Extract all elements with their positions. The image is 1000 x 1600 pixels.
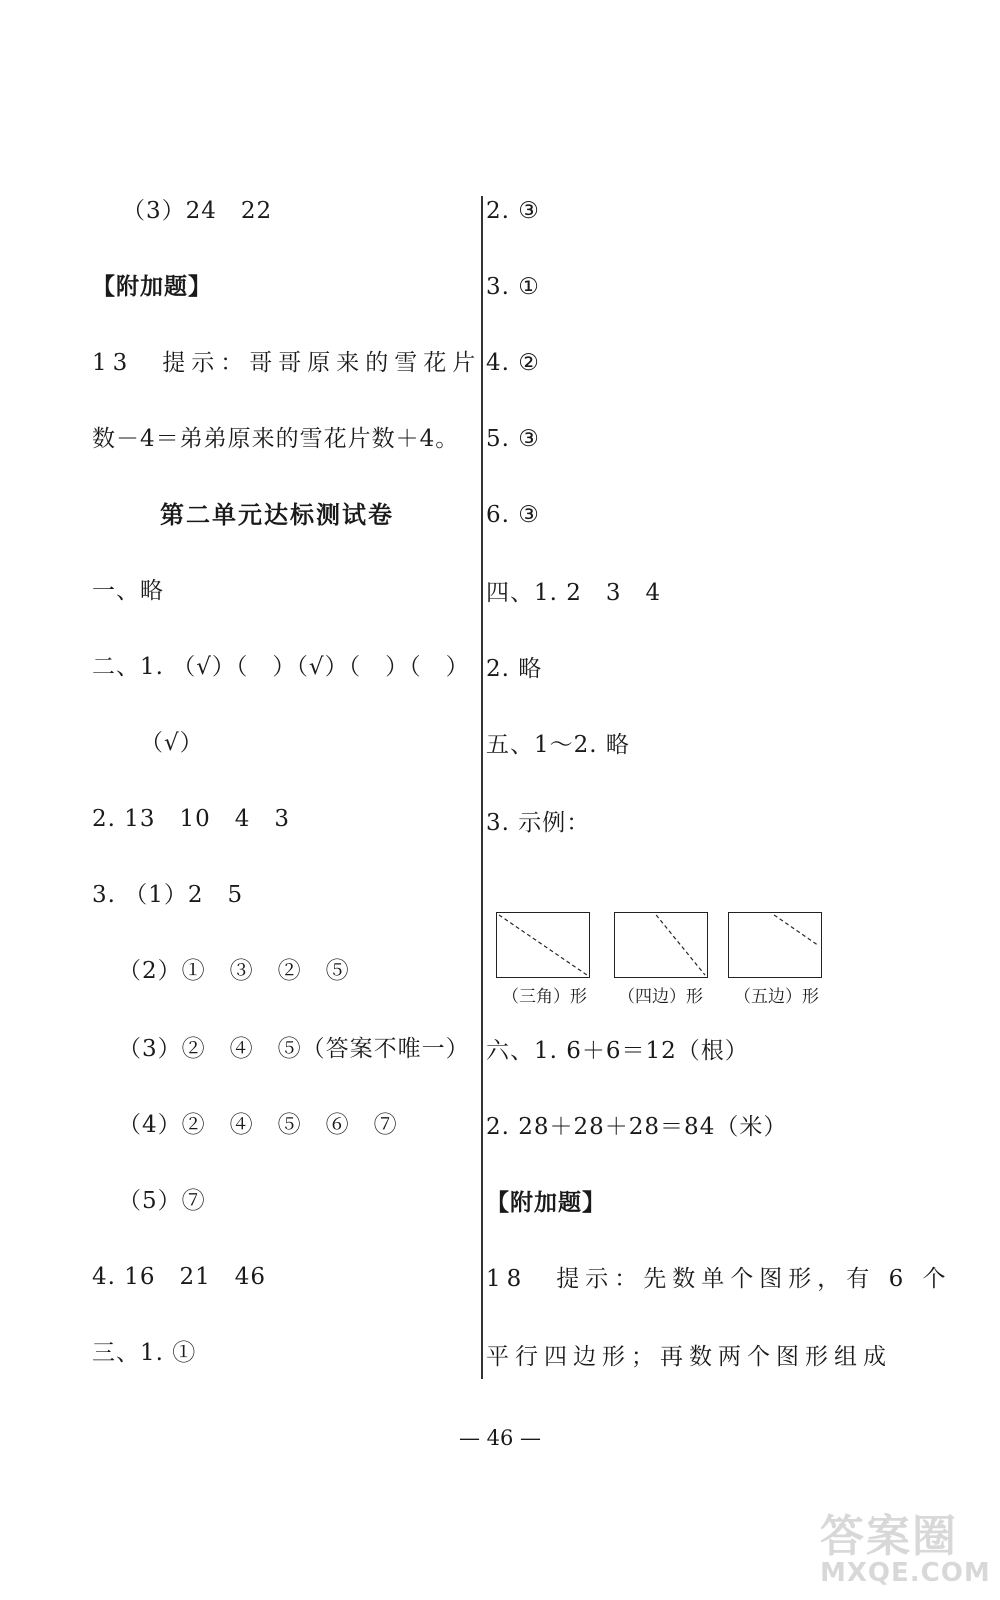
rectangle-cut-pentagon-figure	[728, 912, 822, 978]
answer-line: 四、1. 2 3 4	[486, 580, 662, 606]
watermark-url: MXQE.COM	[820, 1558, 991, 1588]
answer-line: 2. ③	[486, 198, 540, 224]
answer-line: 3. ①	[486, 274, 540, 300]
answer-line: （4）② ④ ⑤ ⑥ ⑦	[118, 1112, 398, 1138]
watermark-logo	[820, 1500, 991, 1595]
answer-line: （2）① ③ ② ⑤	[118, 958, 350, 984]
unit-test-heading: 第二单元达标测试卷	[160, 500, 394, 529]
figure-caption: （四边）形	[618, 987, 703, 1007]
rectangle-cut-quadrilateral-figure	[614, 912, 708, 978]
answer-line: 三、1. ①	[92, 1340, 197, 1366]
hint-line: 数－4＝弟弟原来的雪花片数＋4。	[92, 426, 460, 452]
answer-line: （√）	[140, 730, 204, 756]
answer-line: （3）② ④ ⑤（答案不唯一）	[118, 1036, 470, 1062]
dashed-cut-line	[497, 913, 589, 977]
dashed-cut-line	[729, 913, 821, 977]
answer-line: 6. ③	[486, 502, 540, 528]
answer-line: 一、略	[92, 578, 164, 604]
answer-line: 五、1～2. 略	[486, 732, 630, 758]
watermark-text: 答案圈	[820, 1511, 958, 1562]
hint-line: 13 提示：哥哥原来的雪花片	[92, 350, 482, 376]
rectangle-cut-triangle-figure	[496, 912, 590, 978]
answer-line: 4. ②	[486, 350, 540, 376]
column-divider	[481, 196, 483, 1379]
answer-line: 3. 示例：	[486, 810, 591, 836]
figure-caption: （三角）形	[502, 987, 587, 1007]
answer-line: 二、1. （√）（ ）（√）（ ）（ ）	[92, 654, 470, 680]
answer-line: 六、1. 6＋6＝12（根）	[486, 1038, 749, 1064]
answer-line: 4. 16 21 46	[92, 1264, 267, 1290]
section-label-bonus: 【附加题】	[92, 273, 212, 300]
answer-line: 2. 13 10 4 3	[92, 806, 291, 832]
section-label-bonus: 【附加题】	[486, 1189, 606, 1216]
answer-line: 2. 28＋28＋28＝84（米）	[486, 1114, 788, 1140]
answer-line: （5）⑦	[118, 1188, 206, 1214]
answer-line: （3）24 22	[122, 198, 273, 224]
dashed-cut-line	[615, 913, 707, 977]
hint-line: 平行四边形；再数两个图形组成	[486, 1344, 892, 1370]
answer-line: 2. 略	[486, 656, 543, 682]
answer-line: 3. （1）2 5	[92, 882, 244, 908]
answer-line: 5. ③	[486, 426, 540, 452]
hint-line: 18 提示：先数单个图形，有 6 个	[486, 1266, 952, 1292]
figure-caption: （五边）形	[734, 987, 819, 1007]
page-number: — 46 —	[458, 1426, 542, 1450]
